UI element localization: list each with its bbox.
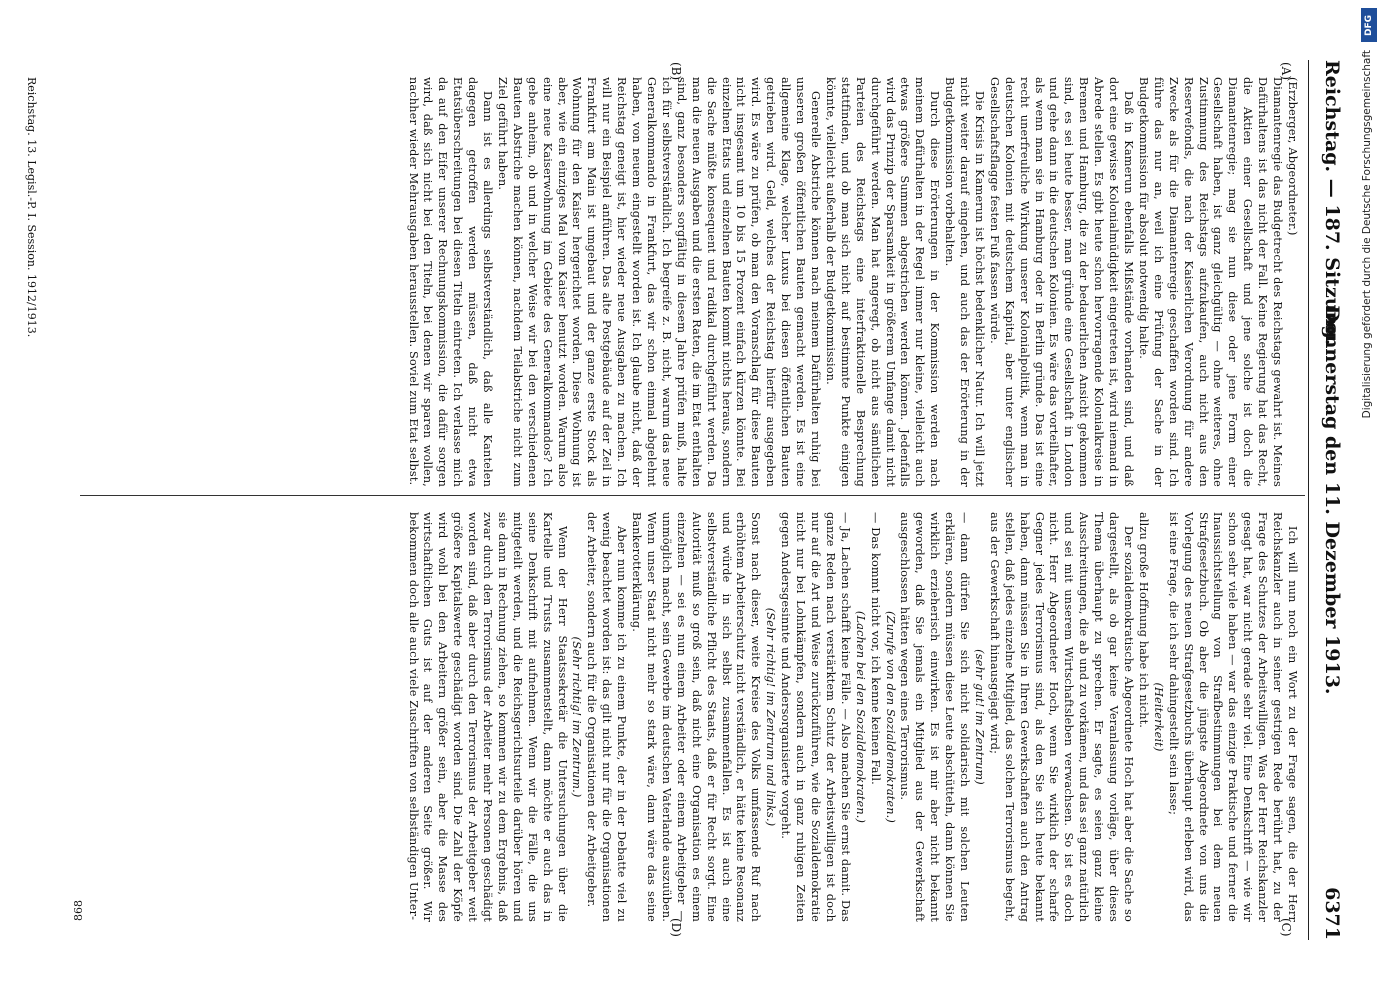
right-paragraph: — dann dürfen Sie sich nicht solidarisch mit solchen Leuten erklären, sondern müssen diese Leute abschütteln, dann können Sie wirklich erzieherisch einwirken. Es ist mir aber nicht bekannt geworden, daß Sie jemals ein Mitglied aus der Gewerkschaft ausgeschlossen hätten wegen eines Terrorismus.	[898, 512, 972, 922]
interjection: (Heiterkeit)	[1151, 682, 1165, 752]
digitization-notice: Digitalisierung gefördert durch die Deutsche Forschungsgemeinschaft	[1361, 50, 1373, 419]
right-column	[405, 512, 1299, 922]
header-date: Donnerstag den 11. Dezember 1913.	[1321, 305, 1343, 695]
footer-session: Reichstag. 13. Legisl.-P. I. Session. 1912/1913.	[25, 77, 38, 338]
interjection: (Lachen bei den Sozialdemokraten.)	[853, 610, 867, 824]
left-paragraph: Durch diese Erörterungen in der Kommission werden nach meinem Dafürhalten in der Regel immer nur kleine, vielleicht auch etwas größere Summen abgestrichen werden können. Jedenfalls wird das Prinzip der Sparsamkeit in größerem Umfange damit nicht durchgeführt werden. Man hat angeregt, ob nicht aus sämtlichen Parteien des Reichstags eine interfraktionelle Besprechung stattfinden, und ob man sich nicht auf bestimmte Punkte einigen könnte, vielleicht außerhalb der Budgetkommission.	[823, 77, 942, 487]
right-paragraph: allzu große Hoffnung habe ich nicht.	[1136, 512, 1150, 729]
right-paragraph: — Ja, Lachen schafft keine Fälle. — Also machen Sie ernst damit. Das ganze Reden nach verstärktem Schutz der Arbeitswilligen ist doch nur auf die Art und Weise zurückzuführen, wie die Sozialdemokratie nicht nur bei Lohnkämpfen, sondern auch in ganz ruhigen Zeiten gegen Andersgesinnte und Andersorganisierte vorgeht.	[779, 512, 852, 922]
header-page-number: 6371	[1321, 887, 1343, 940]
left-paragraph: Diamantenregie das Budgetrecht des Reichstags gewahrt ist. Meines Dafürhaltens ist das nicht der Fall. Keine Regierung hat das Recht, die Aktien einer Gesellschaft und jene solche ist doch die Diamantenregie; mag sie nun diese oder jene Form einer Gesellschaft haben, ist ganz gleichgültig — ohne weiteres, ohne Zustimmung des Reichstags aufzukaufen, auch nicht aus den Reservefonds, die nach der Kaiserlichen Verordnung für andere Zwecke als für die Diamantenregie geschaffen worden sind. Ich führe das nur an, weil ich eine Prüfung der Sache in der Budgetkommission für absolut notwendig halte.	[1136, 77, 1285, 487]
interjection: (sehr gut! im Zentrum)	[972, 649, 986, 785]
right-paragraph: Wenn der Herr Staatssekretär die Untersuchungen über die Kartelle und Trusts zusammenstellt, dann möchte er auch das in seine Denkschrift mit aufnehmen. Wenn wir die Fälle, die uns mitgeteilt werden, und die Reichsgerichtsurteile darüber hören und sie dann in Rechnung ziehen, so kommen wir zu dem Ergebnis, daß zwar durch den Terrorismus der Arbeiter mehr Personen geschädigt worden sind, daß aber durch den Terrorismus der Arbeitgeber weit größere Kapitalswerte geschädigt worden sind. Die Zahl der Köpfe wird wohl bei den Arbeitern größer sein, aber die Masse des wirtschaftlichen Guts ist auf der anderen Seite größer. Wir bekommen doch alle auch viele Zuschriften von selbständigen Unter-	[406, 512, 569, 922]
page-header	[1313, 60, 1343, 940]
right-paragraph: Der sozialdemokratische Abgeordnete Hoch hat aber die Sache so dargestellt, als ob gar keine Veranlassung vorläge, über dieses Thema überhaupt zu sprechen. Er sagte, es seien ganz kleine Ausschreitungen, die ab und zu vorkämen, und das sei ganz natürlich und sei mit unserem Wirtschaftsleben verwachsen. So ist es doch nicht. Herr Abgeordneter Hoch, wenn Sie wirklich der scharfe Gegner jedes Terrorismus sind, als den Sie sich heute bekannt haben, dann müssen Sie in Ihren Gewerkschaften auch den Antrag stellen, daß jedes einzelne Mitglied, das solchen Terrorismus begeht, aus der Gewerkschaft hinausgejagt wird;	[987, 512, 1136, 922]
dfg-logo: DFG	[1361, 8, 1377, 42]
marker-a: (A)	[1279, 62, 1293, 81]
column-divider	[80, 495, 1305, 496]
right-paragraph: Ich will nun noch ein Wort zu der Frage sagen, die der Herr Reichskanzler auch in seiner gestrigen Rede berührt hat, zu der Frage des Schutzes der Arbeitswilligen. Was der Herr Reichskanzler gesagt hat, war nicht gerade sehr viel. Eine Denkschrift — wie wir schon sehr viele haben — war das einzige Praktische und ferner die Inaussichtstellung von Strafbestimmungen bei dem neuen Strafgesetzbuch. Ob aber die jüngste Abgeordnete von uns die Vorlegung des neuen Strafgesetzbuchs überhaupt erleben wird, das ist eine Frage, die ich sehr dahingestellt sein lasse;	[1166, 512, 1299, 922]
header-rule	[1308, 60, 1309, 940]
right-paragraph: Sonst nach dieser, weite Kreise des Volks umfassende Ruf nach erhöhtem Arbeiterschutz nicht verständlich, er hätte keine Resonanz und würde in sich selbst zusammenfallen. Es ist auch eine selbstverständliche Pflicht des Staats, daß er für Recht sorgt. Eine Autorität muß so groß sein, daß nicht eine Organisation es einem einzelnen — sei es nun einem Arbeiter oder einem Arbeitgeber — unmöglich macht, sein Gewerbe im deutschen Vaterlande auszuüben. Wenn unser Staat nicht mehr so stark wäre, dann wäre das seine Bankerotterklärung.	[630, 512, 763, 922]
left-paragraph: Daß in Kamerun ebenfalls Mißstände vorhanden sind, und daß dort eine gewisse Kolonialmüdigkeit eingetreten ist, wird niemand in Abrede stellen. Es gibt heute schon hervorragende Kolonialkreise in Bremen und Hamburg, die zu der bedauerlichen Ansicht gekommen sind, es sei heute besser, man gründe eine Gesellschaft in London und gehe dann in die deutschen Kolonien. Es wäre das vorteilhafter, als wenn man sie in Hamburg oder in Berlin gründe. Das ist eine recht unerfreuliche Wirkung unserer Kolonialpolitik, wenn man in deutschen Kolonien mit deutschem Kapital, aber unter englischer Gesellschaftsflagge festen Fuß fassen würde.	[987, 77, 1136, 487]
interjection: (Sehr richtig! im Zentrum.)	[570, 636, 584, 798]
interjection: (Sehr richtig! im Zentrum und links.)	[764, 607, 778, 827]
left-paragraph: Die Krisis in Kamerun ist höchst bedenklicher Natur. Ich will jetzt nicht weiter darauf eingehen, und auch das der Erörterung in der Budgetkommission vorbehalten.	[943, 77, 986, 487]
marker-c: (C)	[1279, 918, 1293, 937]
dfg-side-strip	[1357, 0, 1383, 1000]
left-paragraph: Generelle Abstriche können nach meinem Dafürhalten ruhig bei unseren großen öffentlichen Bauten gemacht werden. Es ist eine allgemeine Klage, welcher Luxus bei diesen öffentlichen Bauten getrieben wird. Geld, welches der Reichstag hierfür ausgegeben wird. Es wäre zu prüfen, ob man den Voranschlag für diese Bauten nicht insgesamt um 10 bis 15 Prozent einfach kürzen könnte. Bei einzelnen Etats und einzelnen Bauten kommt nichts heraus, sondern die Sache müßte konsequent und radikal durchgeführt werden. Da man die neuen Ausgaben und die ersten Raten, die im Etat enthalten sind, ganz besonders sorgfältig in diesem Jahre prüfen muß, halte ich für selbstverständlich. Ich begreife z. B. nicht, warum das neue Generalkommando in Frankfurt, das wir schon einmal abgelehnt haben, von neuem eingestellt worden ist. Ich glaube nicht, daß der Reichstag geneigt ist, hier wieder neue Ausgaben zu machen. Ich will nur ein Beispiel anführen. Das alte Postgebäude auf der Zeil in Frankfurt am Main ist umgebaut und der ganze erste Stock als Wohnung für den Kaiser hergerichtet worden. Diese Wohnung ist aber, wie ein einziges Mal vom Kaiser benutzt worden. Warum also eine neue Kaiserwohnung im Gebiete des Generalkommandos? Ich gebe anheim, ob und in welcher Weise wir bei den verschiedenen Bauten Abstriche machen können, nachdem Teilabstriche nicht zum Ziel geführt haben.	[495, 77, 822, 487]
speaker-line: (Erzberger, Abgeordneter.)	[1286, 77, 1299, 236]
marker-d: (D)	[669, 918, 683, 937]
right-paragraph: — Das kommt nicht vor, ich kenne keinen Fall.	[868, 512, 882, 785]
interjection: (Zurufe von den Sozialdemokraten.)	[883, 611, 897, 823]
right-paragraph: Aber nun komme ich zu einem Punkte, der in der Debatte viel zu wenig beachtet worden ist: das gilt nicht nur für die Organisationen der Arbeiter, sondern auch für die Organisationen der Arbeitgeber.	[585, 512, 629, 922]
left-column	[405, 77, 1299, 487]
footer-page-stamp: 868	[72, 900, 85, 921]
marker-b: (B)	[669, 62, 683, 81]
left-paragraph: Dann ist es allerdings selbstverständlich, daß alle Kantelen dagegen getroffen werden müssen, daß nicht etwa Etatsüberschreitungen bei diesen Titeln eintreten. Ich verlasse mich da auf den Eifer unserer Rechnungskommission, die dafür sorgen wird, daß sich nicht bei den Titeln, bei denen wir sparen wollen, nachher wieder Mehrausgaben herausstellen. Soviel zum Etat selbst.	[406, 77, 495, 487]
header-session: Reichstag. — 187. Sitzung.	[1321, 60, 1343, 346]
